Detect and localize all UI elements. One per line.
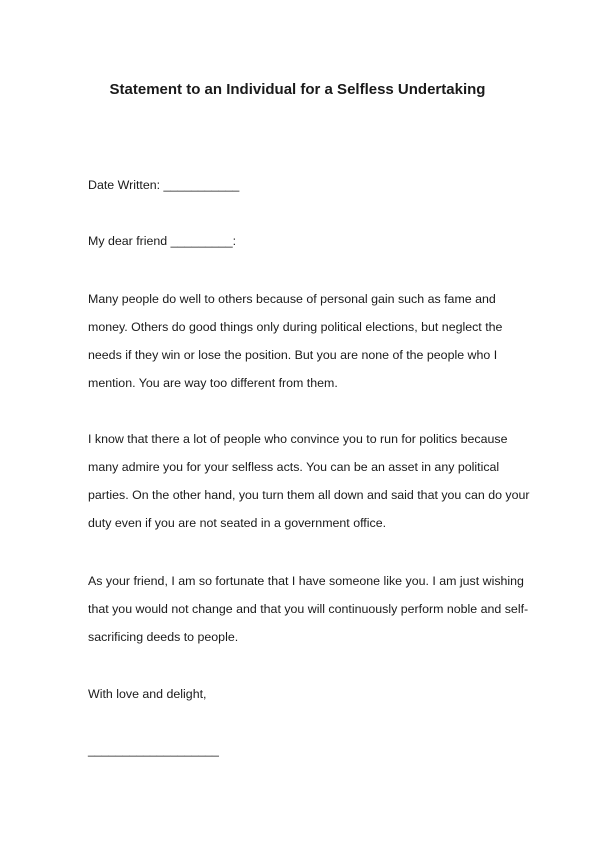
document-title: Statement to an Individual for a Selfless Undertaking <box>109 81 486 98</box>
paragraph-line: many admire you for your selfless acts. You can be an asset in any political <box>88 460 500 474</box>
paragraph-line: Many people do well to others because of personal gain such as fame and <box>88 292 496 306</box>
salutation: My dear friend _________: <box>88 234 237 248</box>
paragraph-line: I know that there a lot of people who convince you to run for politics because <box>88 432 508 446</box>
date-written-line: Date Written: ___________ <box>88 178 240 192</box>
paragraph-line: that you would not change and that you will continuously perform noble and self- <box>88 602 529 616</box>
paragraph-line: money. Others do good things only during political elections, but neglect the <box>88 320 503 334</box>
paragraph-line: As your friend, I am so fortunate that I have someone like you. I am just wishing <box>88 574 524 588</box>
paragraph-line: parties. On the other hand, you turn them all down and said that you can do your <box>88 488 530 502</box>
paragraph-line: needs if they win or lose the position. But you are none of the people who I <box>88 348 498 362</box>
paragraph-line: mention. You are way too different from them. <box>88 376 338 390</box>
signature-line: ___________________ <box>88 743 219 757</box>
closing: With love and delight, <box>88 687 207 701</box>
paragraph-line: duty even if you are not seated in a government office. <box>88 516 387 530</box>
paragraph-line: sacrificing deeds to people. <box>88 630 239 644</box>
